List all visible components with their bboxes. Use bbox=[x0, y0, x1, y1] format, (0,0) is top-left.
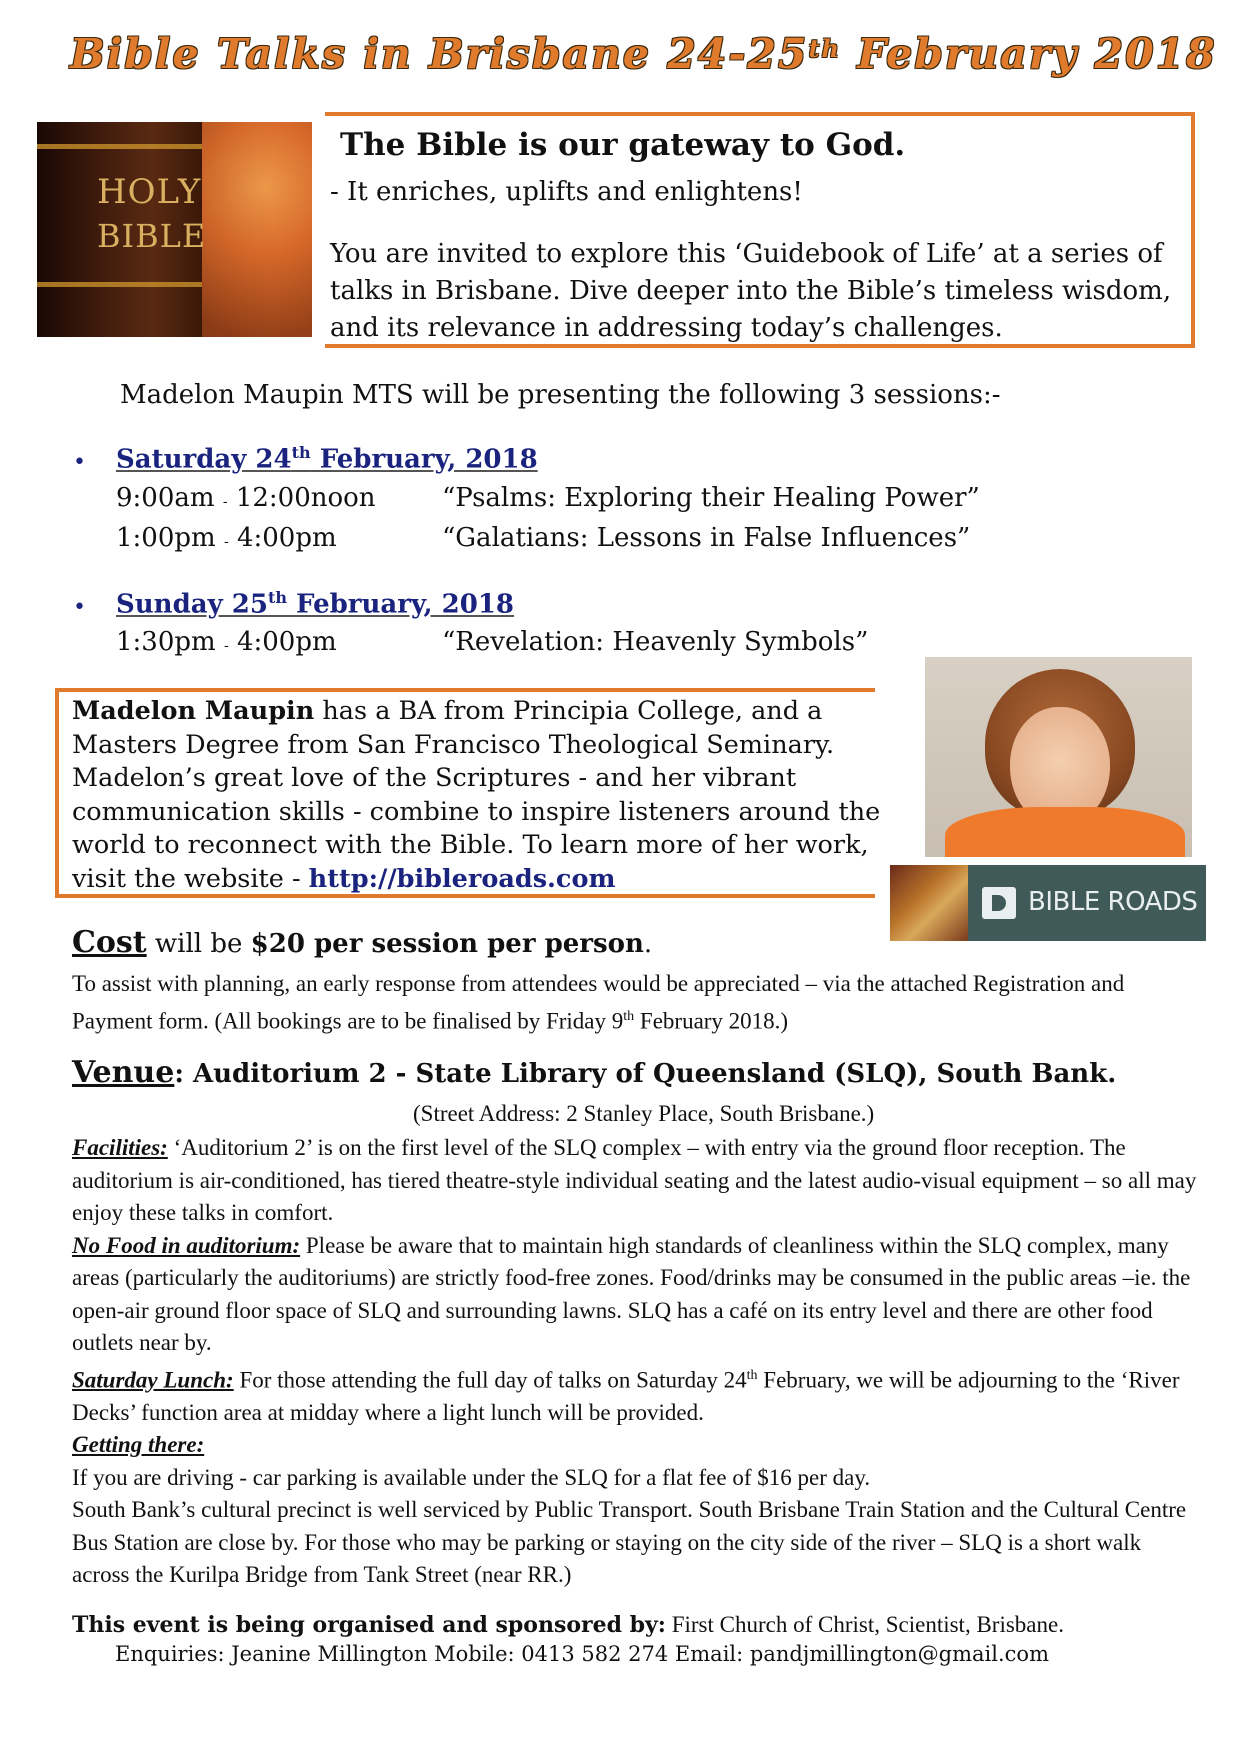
intro-heading: The Bible is our gateway to God. bbox=[340, 127, 906, 163]
venue-details bbox=[72, 1132, 1202, 1592]
planning-note: To assist with planning, an early response from attendees would be appreciated – via the attached Registration and Payment form. (All bookings are to be finalised by Friday 9th February 2018.) bbox=[72, 971, 1125, 1034]
presenter-name: Madelon Maupin bbox=[72, 696, 315, 726]
presenter-bio: Madelon Maupin has a BA from Principia College, and a Masters Degree from San Francisco Theological Seminary. Madelon’s great love of the Scriptures - and her vibrant communication skills - combine to inspire listeners around the world to reconnect with the Bible. To learn more of her work, visit the website - http://bibleroads.com bbox=[72, 696, 881, 894]
session-title: “Revelation: Heavenly Symbols” bbox=[442, 627, 869, 657]
holy-bible-image bbox=[37, 122, 312, 337]
day-heading-sunday: Sunday 25th February, 2018 bbox=[116, 588, 515, 620]
session-title: “Psalms: Exploring their Healing Power” bbox=[442, 483, 980, 513]
day-heading-saturday: Saturday 24th February, 2018 bbox=[116, 443, 538, 475]
session-time: 9:00am - 12:00noon bbox=[116, 483, 376, 513]
facilities-paragraph: Facilities: ‘Auditorium 2’ is on the first level of the SLQ complex – with entry via the ground floor reception. The auditorium is air-conditioned, has tiered theatre-style individual seating and the latest audio-visual equipment – so all may enjoy these talks in comfort. bbox=[72, 1135, 1197, 1225]
bullet-icon: • bbox=[73, 450, 86, 475]
website-link[interactable]: http://bibleroads.com bbox=[308, 863, 616, 894]
bible-image-text-holy: HOLY bbox=[97, 172, 202, 212]
enquiries-line: Enquiries: Jeanine Millington Mobile: 0413 582 274 Email: pandjmillington@gmail.com bbox=[115, 1642, 1049, 1666]
driving-paragraph: If you are driving - car parking is available under the SLQ for a flat fee of $16 per day. bbox=[72, 1464, 871, 1490]
getting-there-label: Getting there: bbox=[72, 1432, 205, 1458]
presenter-photo bbox=[925, 657, 1192, 857]
street-address: (Street Address: 2 Stanley Place, South Brisbane.) bbox=[413, 1101, 875, 1126]
bullet-icon: • bbox=[73, 595, 86, 620]
intro-subheading: - It enriches, uplifts and enlightens! bbox=[330, 177, 803, 207]
session-title: “Galatians: Lessons in False Influences” bbox=[442, 523, 971, 553]
intro-body: You are invited to explore this ‘Guidebook of Life’ at a series of talks in Brisbane. Dive deeper into the Bible’s timeless wisdom, and its relevance in addressing today’s challenges. bbox=[330, 239, 1172, 343]
sponsor-line: This event is being organised and sponsored by: First Church of Christ, Scientist, Brisbane. bbox=[72, 1612, 1064, 1638]
bible-image-text-bible: BIBLE bbox=[97, 217, 207, 255]
cost-line: Cost will be $20 per session per person. bbox=[72, 925, 653, 960]
session-time: 1:00pm - 4:00pm bbox=[116, 523, 337, 553]
transport-paragraph: South Bank’s cultural precinct is well serviced by Public Transport. South Brisbane Train Station and the Cultural Centre Bus Station are close by. For those who may be parking or staying on the city side of the river – SLQ is a short walk across the Kurilpa Bridge from Tank Street (near RR.) bbox=[72, 1497, 1187, 1588]
bible-roads-logo bbox=[890, 865, 1206, 941]
venue-line: Venue: Auditorium 2 - State Library of Queensland (SLQ), South Bank. bbox=[72, 1055, 1117, 1090]
presenting-line: Madelon Maupin MTS will be presenting the following 3 sessions:- bbox=[120, 380, 1001, 410]
lunch-paragraph: Saturday Lunch: For those attending the full day of talks on Saturday 24th February, we will be adjourning to the ‘River Decks’ function area at midday where a light lunch will be provided. bbox=[72, 1367, 1180, 1425]
logo-text: BIBLE ROADS bbox=[1028, 887, 1198, 917]
saint-icon bbox=[890, 865, 968, 941]
no-food-paragraph: No Food in auditorium: Please be aware that to maintain high standards of cleanliness within the SLQ complex, many areas (particularly the auditoriums) are strictly food-free zones. Food/drinks may be consumed in the public areas –ie. the open-air ground floor space of SLQ and surrounding lawns. SLQ has a café on its entry level and there are other food outlets near by. bbox=[72, 1232, 1191, 1355]
session-time: 1:30pm - 4:00pm bbox=[116, 627, 337, 657]
bible-roads-mark-icon bbox=[982, 887, 1016, 919]
page-title: Bible Talks in Brisbane 24-25th February 2018 bbox=[70, 30, 1217, 78]
